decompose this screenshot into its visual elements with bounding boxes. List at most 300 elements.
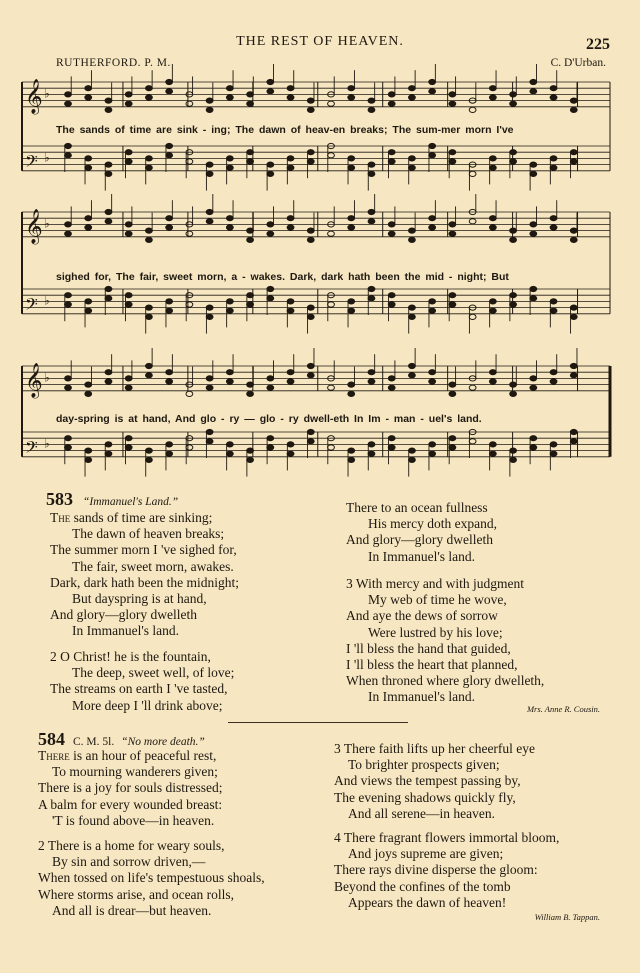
note-head [429, 153, 436, 158]
verse-line: Dark, dark hath been the midnight; [50, 574, 239, 590]
verse-line: In Immanuel's land. [368, 548, 476, 564]
note-head [489, 95, 496, 100]
note-head [105, 442, 112, 447]
note-head [570, 429, 577, 434]
note-head [65, 445, 72, 450]
verse-line: The streams on earth I 've tasted, [50, 681, 228, 697]
note-head [85, 448, 92, 453]
note-head [267, 436, 274, 441]
note-head [510, 457, 517, 462]
note-head [510, 302, 517, 307]
music-lyric-line-2: sighed for, The fair, sweet morn, a - wakes. Dark, dark hath been the mid - night; But [56, 271, 509, 283]
note-head [388, 222, 395, 227]
verse-line: By sin and sorrow driven,— [52, 854, 206, 870]
verse-line: More deep I 'll drink above; [72, 697, 223, 713]
note-head [530, 445, 537, 450]
note-head [409, 237, 416, 242]
note-head [449, 302, 456, 307]
note-head [348, 86, 355, 91]
note-head [530, 89, 537, 94]
running-title: THE REST OF HEAVEN. [236, 34, 404, 49]
note-head [247, 228, 254, 233]
note-head [186, 445, 193, 450]
note-head [388, 302, 395, 307]
note-head [530, 171, 537, 176]
note-head [570, 305, 577, 310]
note-head [267, 445, 274, 450]
note-head [530, 79, 537, 84]
note-head [530, 286, 537, 291]
note-head [146, 237, 153, 242]
note-head [328, 231, 335, 236]
note-head [348, 216, 355, 221]
note-head [489, 442, 496, 447]
note-head [85, 156, 92, 161]
note-head [328, 302, 335, 307]
note-head [307, 159, 314, 164]
note-head [287, 308, 294, 313]
hymn-584-stanza-1 [38, 748, 222, 829]
music-score [0, 0, 640, 480]
note-head [449, 159, 456, 164]
note-head [409, 228, 416, 233]
note-head [146, 314, 153, 319]
note-head [247, 391, 254, 396]
note-head [247, 293, 254, 298]
note-head [105, 379, 112, 384]
note-head [307, 373, 314, 378]
note-head [287, 216, 294, 221]
note-head [409, 373, 416, 378]
note-head [105, 171, 112, 176]
bass-clef: 𝄢 [25, 293, 38, 318]
note-head [65, 92, 72, 97]
note-head [550, 379, 557, 384]
note-head [105, 98, 112, 103]
note-head [348, 308, 355, 313]
note-head [287, 95, 294, 100]
note-head [530, 376, 537, 381]
note-head [146, 86, 153, 91]
note-head [85, 457, 92, 462]
note-head [146, 305, 153, 310]
note-head [409, 305, 416, 310]
note-head [429, 143, 436, 148]
note-head [328, 385, 335, 390]
note-head [186, 159, 193, 164]
note-head [65, 385, 72, 390]
key-signature-flat: ♭ [44, 293, 50, 308]
hymn-584-author: William B. Tappan. [534, 912, 600, 922]
note-head [85, 225, 92, 230]
note-head [226, 308, 233, 313]
bass-clef: 𝄢 [25, 436, 38, 461]
hymn-divider [228, 722, 408, 723]
note-head [125, 445, 132, 450]
note-head [166, 379, 173, 384]
note-head [307, 429, 314, 434]
note-head [287, 165, 294, 170]
note-head [65, 143, 72, 148]
verse-line: And views the tempest passing by, [334, 773, 521, 789]
note-head [166, 216, 173, 221]
note-head [206, 162, 213, 167]
treble-clef: 𝄞 [25, 362, 43, 398]
note-head [267, 385, 274, 390]
note-head [530, 222, 537, 227]
note-head [348, 225, 355, 230]
note-head [449, 436, 456, 441]
note-head [469, 439, 476, 444]
note-head [105, 451, 112, 456]
note-head [166, 442, 173, 447]
verse-line: There to an ocean fullness [346, 500, 488, 515]
note-head [550, 299, 557, 304]
note-head [186, 302, 193, 307]
hymn-583-stanza-2a [50, 649, 234, 714]
note-head [247, 92, 254, 97]
note-head [550, 95, 557, 100]
note-head [125, 159, 132, 164]
verse-line: The deep, sweet well, of love; [72, 665, 235, 681]
note-head [307, 237, 314, 242]
verse-line: And joys supreme are given; [348, 846, 504, 862]
note-head [226, 451, 233, 456]
note-head [429, 451, 436, 456]
note-head [65, 101, 72, 106]
key-signature-flat: ♭ [44, 216, 50, 231]
note-head [125, 150, 132, 155]
note-head [489, 156, 496, 161]
note-head [226, 156, 233, 161]
note-head [570, 98, 577, 103]
key-signature-flat: ♭ [44, 436, 50, 451]
note-head [125, 293, 132, 298]
note-head [449, 382, 456, 387]
note-head [166, 143, 173, 148]
note-head [206, 171, 213, 176]
note-head [550, 442, 557, 447]
note-head [489, 379, 496, 384]
note-head [105, 107, 112, 112]
note-head [388, 445, 395, 450]
verse-line: To mourning wanderers given; [52, 764, 218, 780]
note-head [65, 153, 72, 158]
note-head [206, 305, 213, 310]
note-head [105, 162, 112, 167]
verse-line: Beyond the confines of the tomb [334, 878, 511, 894]
note-head [368, 370, 375, 375]
note-head [489, 308, 496, 313]
note-head [530, 385, 537, 390]
verse-line: 2 O Christ! he is the fountain, [50, 649, 211, 664]
note-head [226, 165, 233, 170]
note-head [469, 219, 476, 224]
note-head [186, 231, 193, 236]
note-head [146, 373, 153, 378]
note-head [368, 209, 375, 214]
note-head [368, 219, 375, 224]
note-head [570, 439, 577, 444]
note-head [489, 225, 496, 230]
note-head [429, 442, 436, 447]
note-head [166, 299, 173, 304]
verse-line: I 'll bless the hand that guided, [346, 640, 511, 656]
note-head [348, 156, 355, 161]
note-head [307, 305, 314, 310]
note-head [388, 101, 395, 106]
note-head [469, 385, 476, 390]
note-head [429, 370, 436, 375]
note-head [469, 314, 476, 319]
note-head [287, 379, 294, 384]
note-head [510, 150, 517, 155]
note-head [429, 225, 436, 230]
verse-line: Appears the dawn of heaven! [348, 894, 507, 910]
note-head [469, 107, 476, 112]
note-head [206, 219, 213, 224]
note-head [388, 436, 395, 441]
music-lyric-line-1: The sands of time are sink - ing; The dawn of heav-en breaks; The sum-mer morn I've [56, 124, 514, 136]
note-head [388, 92, 395, 97]
note-head [510, 101, 517, 106]
note-head [429, 79, 436, 84]
verse-line: When tossed on life's tempestuous shoals, [38, 870, 265, 886]
hymn-584-stanza-4 [334, 830, 559, 911]
key-signature-flat: ♭ [44, 150, 50, 165]
verse-line: is an hour of peaceful rest, [73, 748, 217, 763]
note-head [368, 442, 375, 447]
note-head [226, 442, 233, 447]
note-head [85, 95, 92, 100]
note-head [206, 107, 213, 112]
hymn-title: “No more death.” [121, 736, 205, 748]
note-head [307, 228, 314, 233]
verse-line: And all serene—in heaven. [348, 805, 495, 821]
note-head [550, 165, 557, 170]
note-head [206, 385, 213, 390]
verse-line: There is a joy for souls distressed; [38, 780, 223, 796]
note-head [226, 95, 233, 100]
note-head [449, 231, 456, 236]
note-head [409, 86, 416, 91]
note-head [125, 222, 132, 227]
note-head [570, 363, 577, 368]
note-head [449, 222, 456, 227]
verse-line: 3 There faith lifts up her cheerful eye [334, 741, 536, 756]
note-head [348, 391, 355, 396]
note-head [146, 363, 153, 368]
note-head [409, 363, 416, 368]
page-number: 225 [586, 36, 610, 53]
verse-line: In Immanuel's land. [368, 689, 476, 705]
verse-line: I 'll bless the heart that planned, [346, 657, 518, 673]
note-head [85, 299, 92, 304]
note-head [449, 150, 456, 155]
note-head [449, 101, 456, 106]
note-head [550, 86, 557, 91]
tune-name: RUTHERFORD. P. M. [56, 57, 171, 69]
note-head [348, 382, 355, 387]
note-head [226, 379, 233, 384]
note-head [247, 457, 254, 462]
note-head [368, 171, 375, 176]
note-head [449, 92, 456, 97]
note-head [570, 150, 577, 155]
note-head [449, 445, 456, 450]
note-head [166, 225, 173, 230]
note-head [570, 107, 577, 112]
note-head [105, 286, 112, 291]
note-head [307, 314, 314, 319]
note-head [65, 222, 72, 227]
note-head [368, 98, 375, 103]
note-head [530, 296, 537, 301]
note-head [550, 451, 557, 456]
note-head [186, 101, 193, 106]
note-head [348, 299, 355, 304]
note-head [510, 237, 517, 242]
note-head [570, 228, 577, 233]
note-head [226, 225, 233, 230]
note-head [125, 385, 132, 390]
note-head [409, 457, 416, 462]
verse-line: When throned where glory dwelleth, [346, 673, 545, 689]
verse-line: Where storms arise, and ocean rolls, [38, 886, 235, 902]
verse-line: And all is drear—but heaven. [52, 902, 212, 918]
verse-line: In Immanuel's land. [72, 623, 180, 639]
note-head [409, 165, 416, 170]
hymn-583-author: Mrs. Anne R. Cousin. [526, 704, 600, 714]
note-head [146, 165, 153, 170]
note-head [307, 150, 314, 155]
note-head [267, 222, 274, 227]
verse-line: And glory—glory dwelleth [50, 607, 197, 623]
note-head [85, 382, 92, 387]
note-head [510, 92, 517, 97]
note-head [550, 370, 557, 375]
key-signature-flat: ♭ [44, 86, 50, 101]
note-head [469, 171, 476, 176]
note-head [65, 376, 72, 381]
hymn-number: 583 [46, 489, 73, 509]
note-head [489, 86, 496, 91]
note-head [550, 216, 557, 221]
note-head [489, 451, 496, 456]
note-head [348, 457, 355, 462]
note-head [146, 95, 153, 100]
note-head [489, 216, 496, 221]
note-head [85, 216, 92, 221]
note-head [226, 216, 233, 221]
note-head [449, 293, 456, 298]
note-head [388, 293, 395, 298]
note-head [348, 95, 355, 100]
note-head [307, 439, 314, 444]
note-head [226, 370, 233, 375]
note-head [146, 448, 153, 453]
verse-line: 2 There is a home for weary souls, [38, 838, 225, 853]
note-head [287, 156, 294, 161]
note-head [247, 382, 254, 387]
note-head [510, 391, 517, 396]
note-head [429, 308, 436, 313]
note-head [247, 448, 254, 453]
verse-line: The summer morn I 've sighed for, [50, 542, 237, 558]
verse-line: And glory—glory dwelleth [346, 532, 493, 548]
note-head [146, 156, 153, 161]
note-head [429, 89, 436, 94]
note-head [206, 209, 213, 214]
note-head [267, 296, 274, 301]
note-head [287, 451, 294, 456]
note-head [570, 159, 577, 164]
note-head [388, 159, 395, 164]
note-head [510, 293, 517, 298]
music-lyric-line-3: day-spring is at hand, And glo - ry — glo - ry dwell-eth In Im - man - uel's land. [56, 413, 482, 425]
note-head [429, 379, 436, 384]
verse-line: And aye the dews of sorrow [346, 608, 498, 624]
note-head [409, 156, 416, 161]
note-head [570, 237, 577, 242]
verse-line: The fair, sweet morn, awakes. [72, 558, 234, 574]
note-head [287, 370, 294, 375]
note-head [409, 448, 416, 453]
treble-clef: 𝄞 [25, 78, 43, 114]
note-head [489, 299, 496, 304]
note-head [388, 150, 395, 155]
lead-word: There [38, 748, 70, 763]
note-head [307, 107, 314, 112]
note-head [146, 457, 153, 462]
note-head [489, 370, 496, 375]
note-head [85, 165, 92, 170]
note-head [267, 89, 274, 94]
note-head [226, 86, 233, 91]
note-head [328, 445, 335, 450]
note-head [125, 92, 132, 97]
note-head [368, 296, 375, 301]
note-head [287, 86, 294, 91]
note-head [85, 308, 92, 313]
note-head [65, 231, 72, 236]
note-head [267, 171, 274, 176]
note-head [105, 296, 112, 301]
verse-line: My web of time he wove, [368, 592, 507, 608]
verse-line: The dawn of heaven breaks; [72, 526, 225, 542]
verse-line: The evening shadows quickly fly, [334, 789, 516, 805]
note-head [247, 237, 254, 242]
note-head [489, 165, 496, 170]
hymn-number: 584 [38, 729, 65, 749]
note-head [429, 299, 436, 304]
note-head [368, 379, 375, 384]
verse-line: 3 With mercy and with judgment [346, 576, 525, 591]
note-head [206, 429, 213, 434]
note-head [530, 162, 537, 167]
note-head [530, 231, 537, 236]
note-head [247, 101, 254, 106]
verse-line: Were lustred by his love; [368, 624, 503, 640]
note-head [429, 216, 436, 221]
verse-line: 4 There fragrant flowers immortal bloom, [334, 830, 560, 845]
note-head [307, 98, 314, 103]
hymn-584-stanza-3 [334, 741, 535, 822]
note-head [65, 293, 72, 298]
note-head [287, 225, 294, 230]
composer: C. D'Urban. [550, 57, 606, 69]
note-head [550, 156, 557, 161]
